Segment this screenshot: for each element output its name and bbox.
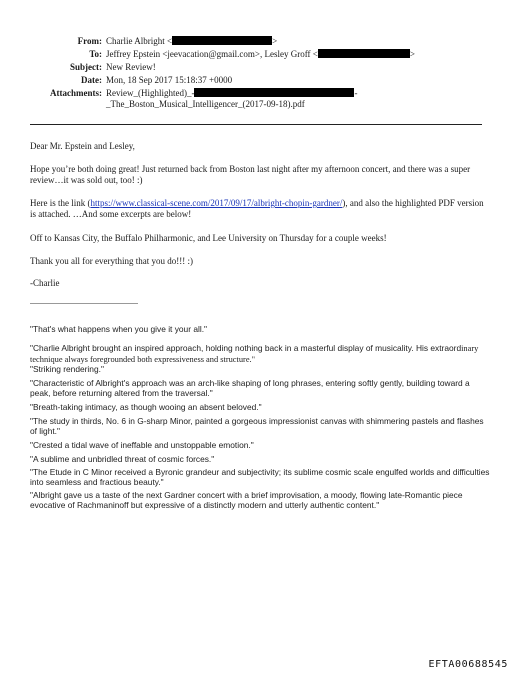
greeting: Dear Mr. Epstein and Lesley, (30, 141, 135, 151)
from-name: Charlie Albright < (106, 36, 173, 46)
quote-1: "That's what happens when you give it your all." (30, 324, 208, 334)
quote-4: "Characteristic of Albright's approach was an arch-like shaping of long phrases, entering softly gently, building toward a peak, before returning altered from the traversal." (30, 378, 470, 398)
to-label: To: (89, 49, 102, 59)
para2-suffix: ), and also the highlighted PDF version is attached. …And some excerpts are below! (30, 198, 484, 219)
quote-8: "A sublime and unbridled threat of cosmic forces." (30, 454, 215, 464)
attachment-name-part2[interactable]: _The_Boston_Musical_Intelligencer_(2017-09-18).pdf (106, 99, 305, 109)
quote-2-part1: "Charlie Albright brought an inspired approach, holding nothing back in a masterful display of musicality. His extraord (30, 343, 462, 353)
body-paragraph-3: Off to Kansas City, the Buffalo Philharmonic, and Lee University on Thursday for a couple weeks! (30, 233, 387, 243)
quote-7: "Crested a tidal wave of ineffable and unstoppable emotion." (30, 440, 254, 450)
header-attachments-row (0, 88, 512, 99)
date-value: Mon, 18 Sep 2017 15:18:37 +0000 (106, 75, 233, 85)
review-link[interactable]: https://www.classical-scene.com/2017/09/17/albright-chopin-gardner/ (90, 198, 343, 208)
subject-label: Subject: (70, 62, 102, 72)
quote-5: "Breath-taking intimacy, as though wooing an absent beloved." (30, 402, 262, 412)
body-paragraph-4: Thank you all for everything that you do!!! :) (30, 256, 193, 266)
signature: -Charlie (30, 278, 60, 288)
from-end: > (272, 36, 278, 46)
to-value (106, 49, 415, 59)
to-end: > (409, 49, 415, 59)
attachment-name-part1: Review_(Highlighted)_- (106, 88, 195, 98)
quote-2 (30, 343, 492, 365)
header-attachments-row-2 (0, 99, 512, 110)
subject-value: New Review! (106, 62, 156, 72)
bates-number: EFTA00688545 (428, 659, 508, 670)
para2-prefix: Here is the link ( (30, 198, 91, 208)
body-paragraph-1: Hope you’re both doing great! Just returned back from Boston last night after my afternoon concert, and there was a super review…it was sold out, too! :) (30, 164, 471, 185)
quote-10: "Albright gave us a taste of the next Gardner concert with a brief improvisation, a moody, flowing late-Romantic piece evocative of Rachmaninoff but expressive of a distinctly modern and utterly authentic content." (30, 490, 463, 510)
date-label: Date: (81, 75, 102, 85)
header-date-row (0, 75, 512, 86)
quote-6: "The study in thirds, No. 6 in G-sharp Minor, painted a gorgeous impressionist canvas with shimmering pastels and flashes of light." (30, 416, 484, 436)
quote-3: "Striking rendering." (30, 364, 104, 374)
body-paragraph-2 (30, 198, 490, 220)
attachment-name-part1-end: - (354, 88, 358, 98)
header-from-row (0, 36, 512, 47)
quote-2-part2: inary technique always foregrounded both expressiveness and structure." (30, 344, 479, 364)
signature-divider (30, 303, 138, 304)
attachments-label: Attachments: (50, 88, 102, 98)
header-subject-row (0, 62, 512, 73)
redaction-block (172, 36, 272, 45)
redaction-block (194, 88, 354, 97)
to-recipients: Jeffrey Epstein <jeevacation@gmail.com>, Lesley Groff < (106, 49, 318, 59)
from-label: From: (77, 36, 102, 46)
from-value (106, 36, 277, 46)
attachments-value (106, 88, 357, 98)
redaction-block (318, 49, 410, 58)
quote-9: "The Etude in C Minor received a Byronic grandeur and subjectivity; its sublime cosmic scale engulfed worlds and difficulties into seamless and fractious beauty." (30, 467, 490, 487)
header-to-row (0, 49, 512, 60)
header-divider (30, 124, 482, 125)
